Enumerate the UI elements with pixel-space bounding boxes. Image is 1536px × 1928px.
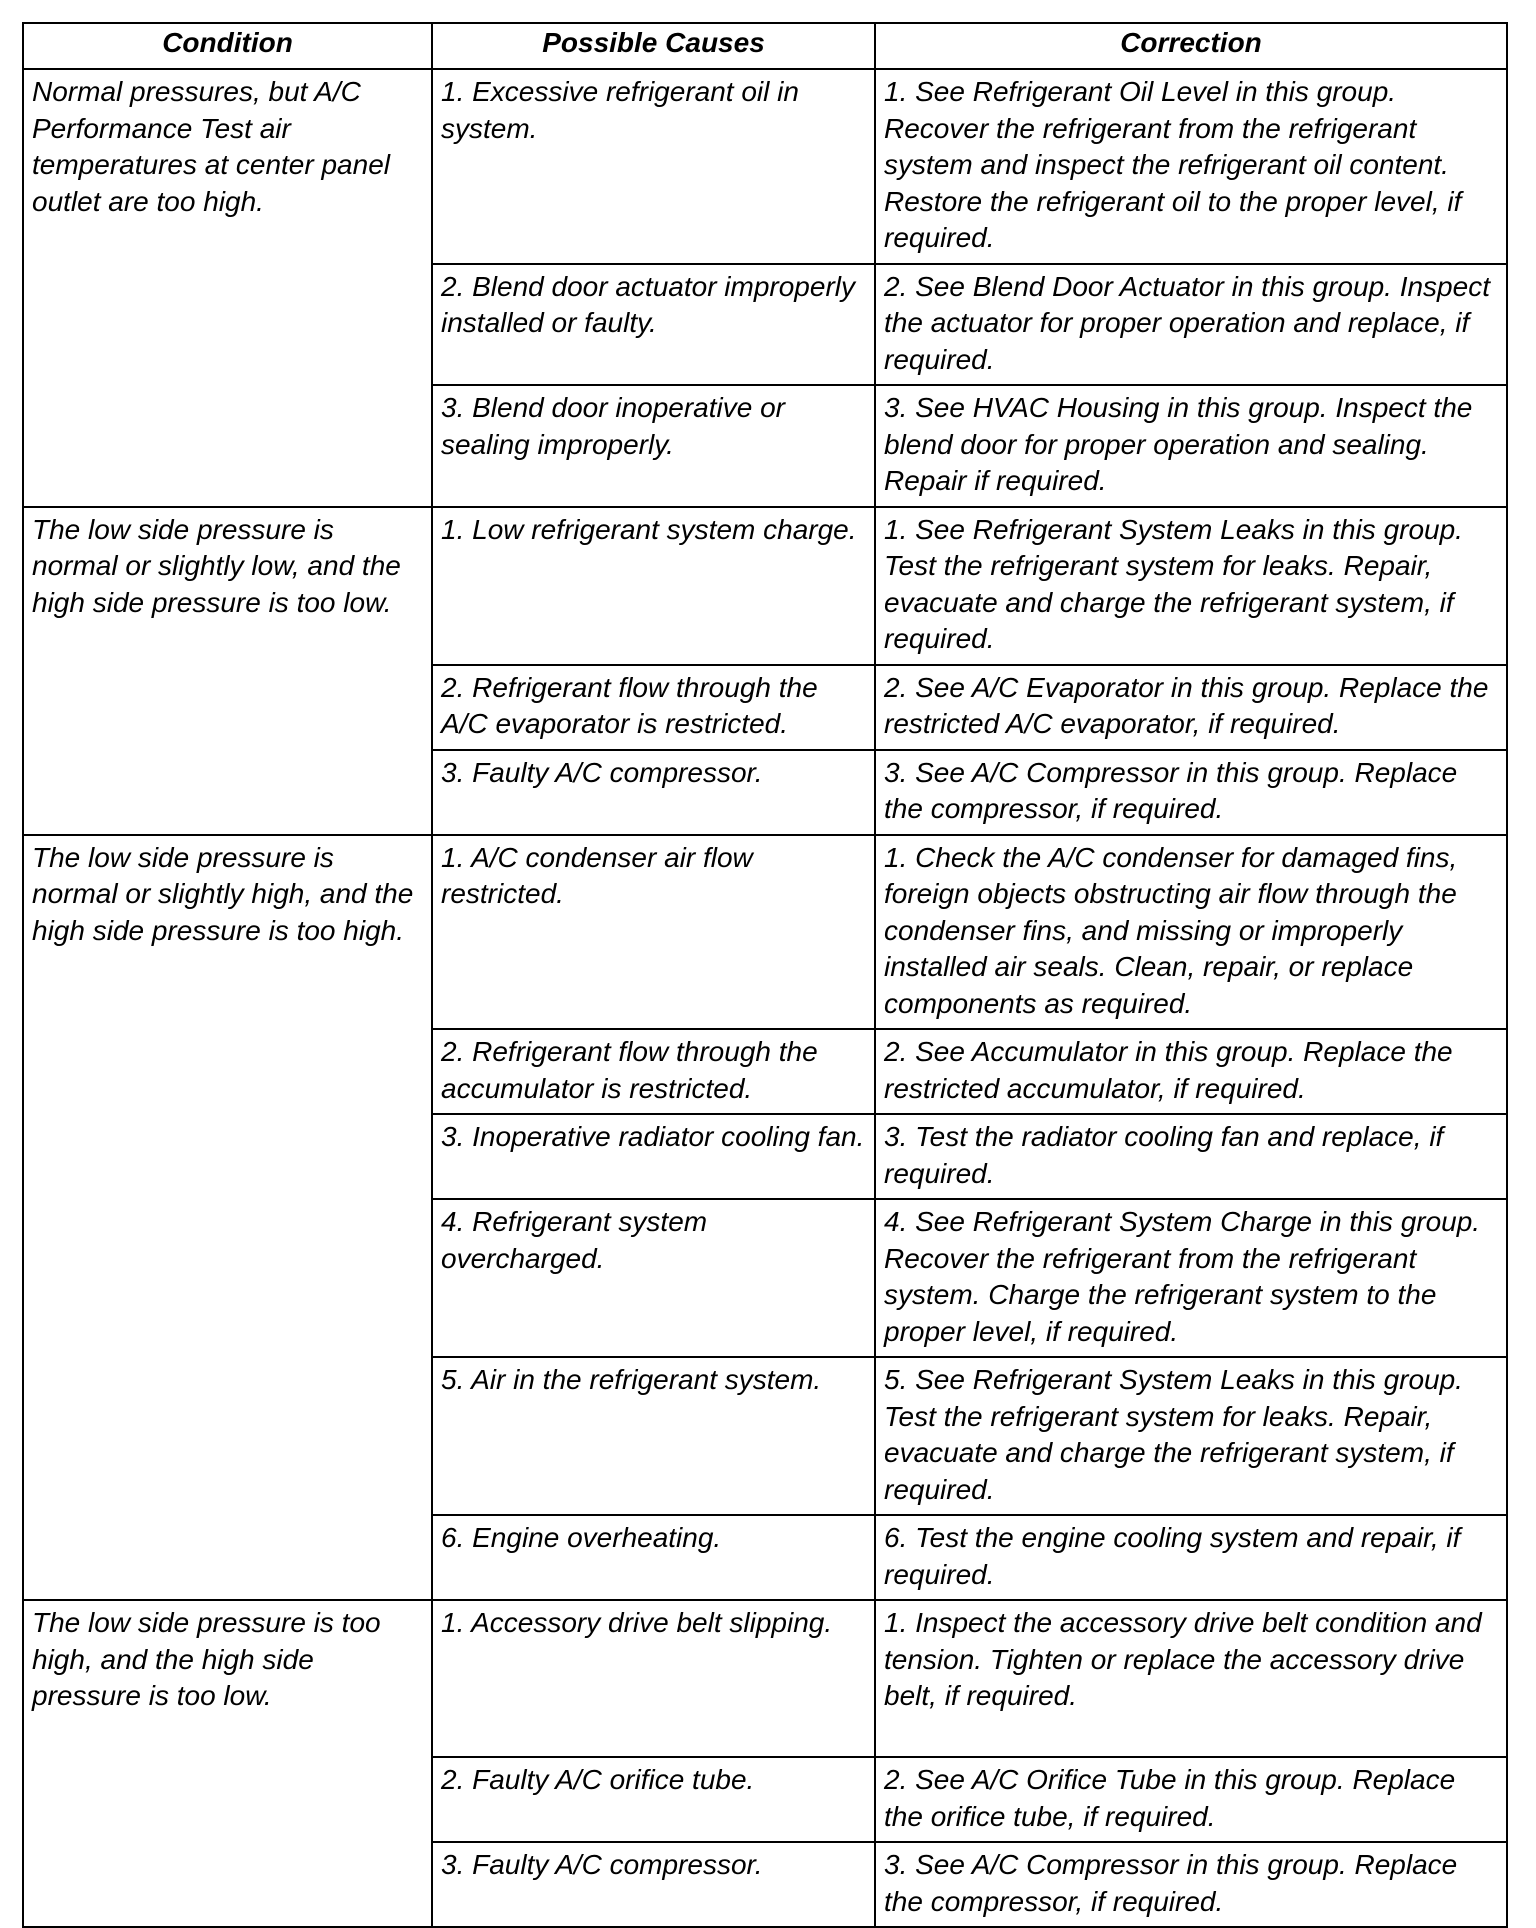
correction-cell: 3. See A/C Compressor in this group. Replace the compressor, if required. (875, 750, 1507, 835)
header-row (23, 23, 1507, 69)
cause-cell: 3. Faulty A/C compressor. (432, 1842, 875, 1927)
cause-cell: 1. Accessory drive belt slipping. (432, 1600, 875, 1757)
table-row (23, 1600, 1507, 1757)
cause-cell: 2. Refrigerant flow through the accumulator is restricted. (432, 1029, 875, 1114)
correction-cell: 1. Check the A/C condenser for damaged fins, foreign objects obstructing air flow through the condenser fins, and missing or improperly installed air seals. Clean, repair, or replace components as required. (875, 835, 1507, 1030)
correction-cell: 2. See A/C Evaporator in this group. Replace the restricted A/C evaporator, if required. (875, 665, 1507, 750)
cause-cell: 6. Engine overheating. (432, 1515, 875, 1600)
table-row (23, 69, 1507, 264)
diagnosis-table (22, 22, 1508, 1928)
cause-cell: 1. Excessive refrigerant oil in system. (432, 69, 875, 264)
condition-cell: The low side pressure is normal or slightly high, and the high side pressure is too high. (23, 835, 432, 1601)
column-header-condition: Condition (23, 23, 432, 69)
correction-cell: 2. See A/C Orifice Tube in this group. Replace the orifice tube, if required. (875, 1757, 1507, 1842)
condition-cell: Normal pressures, but A/C Performance Test air temperatures at center panel outlet are too high. (23, 69, 432, 507)
correction-cell: 2. See Accumulator in this group. Replace the restricted accumulator, if required. (875, 1029, 1507, 1114)
cause-cell: 2. Refrigerant flow through the A/C evaporator is restricted. (432, 665, 875, 750)
correction-cell: 2. See Blend Door Actuator in this group. Inspect the actuator for proper operation and replace, if required. (875, 264, 1507, 386)
cause-cell: 3. Faulty A/C compressor. (432, 750, 875, 835)
cause-cell: 3. Inoperative radiator cooling fan. (432, 1114, 875, 1199)
cause-cell: 4. Refrigerant system overcharged. (432, 1199, 875, 1357)
correction-cell: 3. Test the radiator cooling fan and replace, if required. (875, 1114, 1507, 1199)
cause-cell: 1. A/C condenser air flow restricted. (432, 835, 875, 1030)
correction-cell: 6. Test the engine cooling system and repair, if required. (875, 1515, 1507, 1600)
correction-cell: 4. See Refrigerant System Charge in this group. Recover the refrigerant from the refrigerant system. Charge the refrigerant system to the proper level, if required. (875, 1199, 1507, 1357)
correction-cell: 1. Inspect the accessory drive belt condition and tension. Tighten or replace the accessory drive belt, if required. (875, 1600, 1507, 1757)
table-row (23, 835, 1507, 1030)
cause-cell: 1. Low refrigerant system charge. (432, 507, 875, 665)
condition-cell: The low side pressure is too high, and the high side pressure is too low. (23, 1600, 432, 1927)
column-header-correction: Correction (875, 23, 1507, 69)
column-header-possible-causes: Possible Causes (432, 23, 875, 69)
correction-cell: 1. See Refrigerant Oil Level in this group. Recover the refrigerant from the refrigerant system and inspect the refrigerant oil content. Restore the refrigerant oil to the proper level, if required. (875, 69, 1507, 264)
cause-cell: 2. Blend door actuator improperly installed or faulty. (432, 264, 875, 386)
condition-cell: The low side pressure is normal or slightly low, and the high side pressure is too low. (23, 507, 432, 835)
table-row (23, 507, 1507, 665)
correction-cell: 3. See A/C Compressor in this group. Replace the compressor, if required. (875, 1842, 1507, 1927)
cause-cell: 5. Air in the refrigerant system. (432, 1357, 875, 1515)
cause-cell: 3. Blend door inoperative or sealing improperly. (432, 385, 875, 507)
correction-cell: 5. See Refrigerant System Leaks in this group. Test the refrigerant system for leaks. Repair, evacuate and charge the refrigerant system, if required. (875, 1357, 1507, 1515)
correction-cell: 1. See Refrigerant System Leaks in this group. Test the refrigerant system for leaks. Repair, evacuate and charge the refrigerant system, if required. (875, 507, 1507, 665)
cause-cell: 2. Faulty A/C orifice tube. (432, 1757, 875, 1842)
correction-cell: 3. See HVAC Housing in this group. Inspect the blend door for proper operation and sealing. Repair if required. (875, 385, 1507, 507)
